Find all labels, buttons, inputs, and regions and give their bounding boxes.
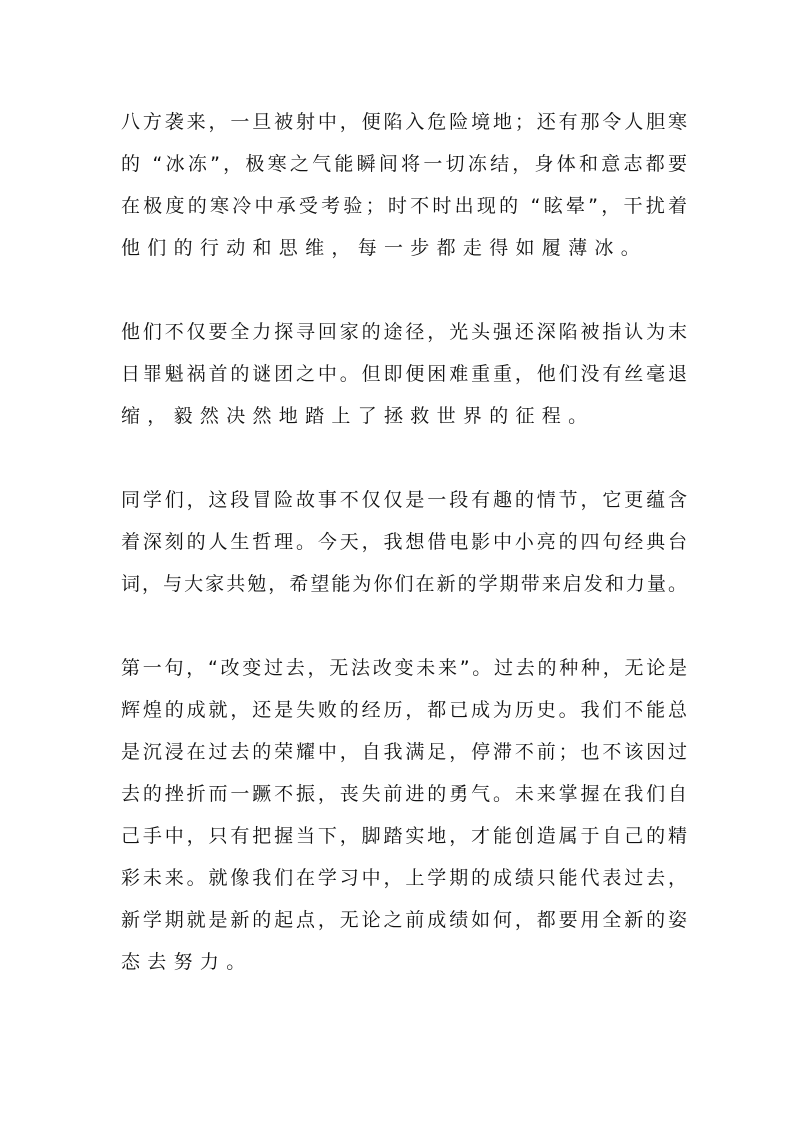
text-line: 新学期就是新的起点，无论之前成绩如何，都要用全新的姿 <box>121 909 687 931</box>
text-line: 他们不仅要全力探寻回家的途径，光头强还深陷被指认为末 <box>121 321 687 343</box>
paragraph <box>121 311 687 437</box>
text-line: 同学们，这段冒险故事不仅仅是一段有趣的情节，它更蕴含 <box>121 489 687 511</box>
paragraph <box>121 647 687 983</box>
text-line: 他们的行动和思维，每一步都走得如履薄冰。 <box>121 237 648 259</box>
paragraph <box>121 101 687 269</box>
text-line: 己手中，只有把握当下，脚踏实地，才能创造属于自己的精 <box>121 825 687 847</box>
text-line: 缩，毅然决然地踏上了拯救世界的征程。 <box>121 405 595 427</box>
text-line: 态去努力。 <box>121 951 253 973</box>
text-line: 的 “冰冻”，极寒之气能瞬间将一切冻结，身体和意志都要 <box>121 153 687 175</box>
text-line: 第一句，“改变过去，无法改变未来”。过去的种种，无论是 <box>121 657 687 679</box>
text-line: 是沉浸在过去的荣耀中，自我满足，停滞不前；也不该因过 <box>121 741 687 763</box>
text-line: 着深刻的人生哲理。今天，我想借电影中小亮的四句经典台 <box>121 531 687 553</box>
text-line: 辉煌的成就，还是失败的经历，都已成为历史。我们不能总 <box>121 699 687 721</box>
text-line: 词，与大家共勉，希望能为你们在新的学期带来启发和力量。 <box>121 573 687 595</box>
text-line: 八方袭来，一旦被射中，便陷入危险境地；还有那令人胆寒 <box>121 111 687 133</box>
paragraph <box>121 479 687 605</box>
text-line: 彩未来。就像我们在学习中，上学期的成绩只能代表过去， <box>121 867 687 889</box>
text-line: 在极度的寒冷中承受考验；时不时出现的 “眩晕”，干扰着 <box>121 195 687 217</box>
text-line: 日罪魁祸首的谜团之中。但即便困难重重，他们没有丝毫退 <box>121 363 687 385</box>
document-page <box>121 101 687 1025</box>
text-line: 去的挫折而一蹶不振，丧失前进的勇气。未来掌握在我们自 <box>121 783 687 805</box>
